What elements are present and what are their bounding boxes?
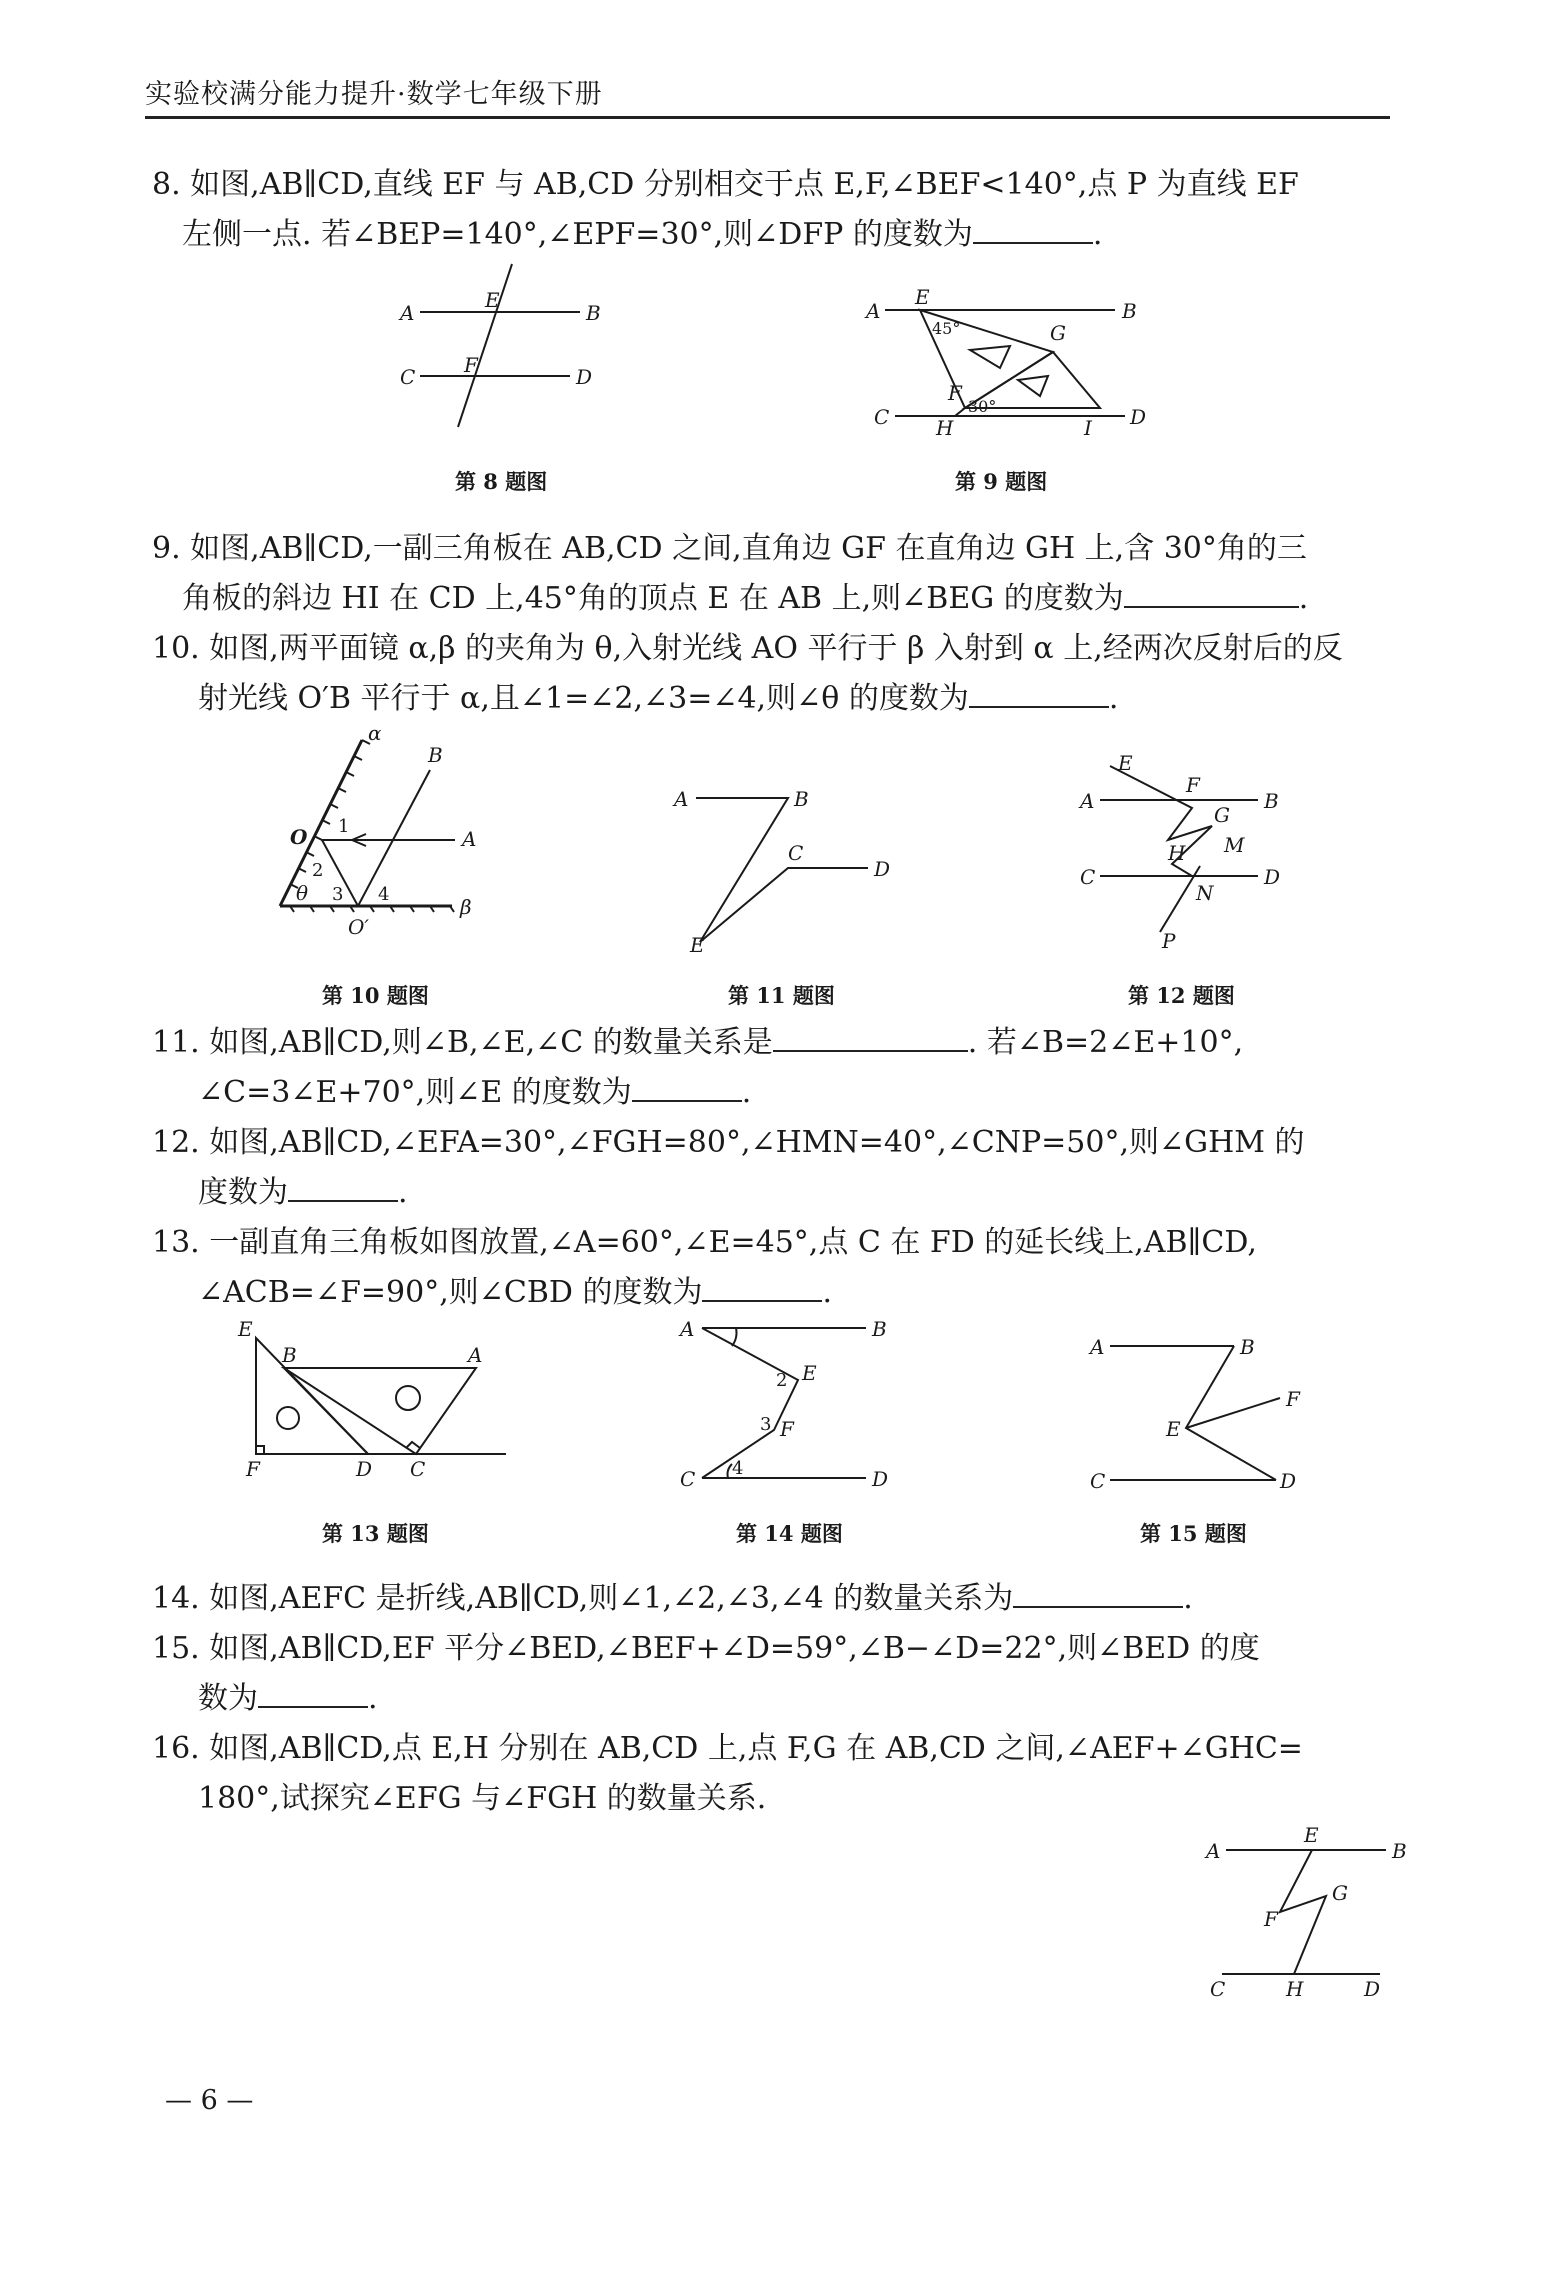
label-g: G: [1050, 321, 1066, 345]
label-h: H: [936, 416, 954, 440]
polyline-abecd: [696, 798, 868, 942]
label-c: C: [400, 365, 416, 389]
triangle-inner-1: [970, 346, 1010, 368]
label-a: A: [462, 827, 477, 851]
running-header: 实验校满分能力提升·数学七年级下册: [145, 79, 603, 110]
label-e: E: [1304, 1823, 1319, 1847]
figure-9: [860, 285, 1150, 448]
figure-14: [676, 1317, 916, 1491]
label-e: E: [238, 1317, 253, 1341]
arc-1: [732, 1328, 737, 1346]
question-9-line1: 9. 如图,AB∥CD,一副三角板在 AB,CD 之间,直角边 GF 在直角边 GH 上,含 30°角的三: [152, 531, 1307, 566]
label-n: N: [1196, 881, 1214, 905]
mirror-alpha-hatch: [290, 740, 370, 888]
page-number: — 6 —: [165, 2085, 254, 2116]
label-45: 45°: [932, 319, 961, 338]
figure-11: [668, 780, 898, 955]
answer-blank: [258, 1676, 368, 1708]
label-theta: θ: [296, 881, 309, 905]
figure-15: [1084, 1332, 1324, 1492]
label-b: B: [1264, 789, 1279, 813]
question-11-line2: ∠C=3∠E+70°,则∠E 的度数为: [198, 1075, 632, 1110]
label-angle-3: 3: [760, 1414, 772, 1435]
label-m: M: [1224, 833, 1245, 857]
figure-8: [400, 262, 620, 432]
label-angle-2: 2: [312, 860, 324, 881]
label-f: F: [1286, 1387, 1300, 1411]
label-b: B: [282, 1343, 297, 1367]
label-d: D: [356, 1457, 373, 1481]
caption-figure-13: 第 13 题图: [322, 1521, 429, 1546]
question-11-line1a: 11. 如图,AB∥CD,则∠B,∠E,∠C 的数量关系是: [152, 1025, 773, 1060]
answer-blank-2: [632, 1070, 742, 1102]
figure-13: [236, 1317, 516, 1481]
label-b: B: [428, 743, 443, 767]
label-b: B: [586, 301, 601, 325]
question-16-line1: 16. 如图,AB∥CD,点 E,H 分别在 AB,CD 上,点 F,G 在 AB,CD 之间,∠AEF+∠GHC=: [152, 1731, 1303, 1766]
label-e: E: [1118, 751, 1133, 775]
figure-16: [1200, 1823, 1410, 2006]
label-angle-3: 3: [332, 884, 344, 905]
label-a: A: [680, 1317, 695, 1341]
segment-fh: [955, 408, 965, 416]
mirror-alpha: [280, 740, 362, 906]
answer-blank: [288, 1170, 398, 1202]
label-alpha: α: [368, 721, 382, 745]
question-14: 14. 如图,AEFC 是折线,AB∥CD,则∠1,∠2,∠3,∠4 的数量关系为 .: [152, 1574, 1397, 1624]
question-11: 11. 如图,AB∥CD,则∠B,∠E,∠C 的数量关系是 . 若∠B=2∠E+10°, ∠C=3∠E+70°,则∠E 的度数为 .: [152, 1018, 1397, 1118]
answer-blank: [969, 676, 1109, 708]
label-30: 30°: [968, 397, 997, 416]
label-b: B: [1392, 1839, 1407, 1863]
question-12: 12. 如图,AB∥CD,∠EFA=30°,∠FGH=80°,∠HMN=40°,∠CNP=50°,则∠GHM 的 度数为 .: [152, 1125, 1305, 1210]
label-f: F: [464, 353, 478, 377]
label-d: D: [1364, 1977, 1381, 2001]
triangle-60: [284, 1368, 476, 1454]
label-a: A: [866, 299, 881, 323]
header-rule: [145, 116, 1390, 119]
answer-blank: [973, 212, 1093, 244]
caption-figure-11: 第 11 题图: [728, 983, 835, 1008]
label-h: H: [1168, 841, 1186, 865]
label-g: G: [1214, 803, 1230, 827]
question-13-line2: ∠ACB=∠F=90°,则∠CBD 的度数为: [198, 1275, 703, 1310]
label-c: C: [874, 405, 890, 429]
question-8: 8. 如图,AB∥CD,直线 EF 与 AB,CD 分别相交于点 E,F,∠BEF<140°,点 P 为直线 EF 左侧一点. 若∠BEP=140°,∠EPF=30°,则∠DFP 的度数为 .: [152, 167, 1299, 252]
caption-figure-8: 第 8 题图: [455, 469, 548, 494]
question-8-line1: 8. 如图,AB∥CD,直线 EF 与 AB,CD 分别相交于点 E,F,∠BEF<140°,点 P 为直线 EF: [152, 167, 1299, 202]
ray-ob: [358, 770, 430, 906]
label-e: E: [915, 285, 930, 309]
question-14-line1: 14. 如图,AEFC 是折线,AB∥CD,则∠1,∠2,∠3,∠4 的数量关系为: [152, 1581, 1014, 1616]
label-beta: β: [460, 895, 472, 919]
question-15-line2: 数为: [198, 1681, 258, 1716]
question-12-line1: 12. 如图,AB∥CD,∠EFA=30°,∠FGH=80°,∠HMN=40°,∠CNP=50°,则∠GHM 的: [152, 1125, 1305, 1160]
label-b: B: [794, 787, 809, 811]
answer-blank: [1124, 576, 1299, 608]
label-c: C: [1210, 1977, 1226, 2001]
label-d: D: [1130, 405, 1147, 429]
caption-figure-14: 第 14 题图: [736, 1521, 843, 1546]
polyline-efgh: [1280, 1850, 1326, 1974]
label-a: A: [674, 787, 689, 811]
figure-12: [1080, 752, 1310, 957]
right-angle-f: [256, 1446, 264, 1454]
label-f: F: [1264, 1907, 1278, 1931]
question-15: 15. 如图,AB∥CD,EF 平分∠BED,∠BEF+∠D=59°,∠B−∠D=22°,则∠BED 的度 数为 .: [152, 1631, 1260, 1716]
label-d: D: [1264, 865, 1281, 889]
label-f: F: [780, 1417, 794, 1441]
label-d: D: [576, 365, 593, 389]
question-10: 10. 如图,两平面镜 α,β 的夹角为 θ,入射光线 AO 平行于 β 入射到 α 上,经两次反射后的反 射光线 O′B 平行于 α,且∠1=∠2,∠3=∠4,则∠θ 的度数为 .: [152, 631, 1343, 716]
label-e: E: [690, 933, 705, 957]
label-a: A: [1080, 789, 1095, 813]
label-p: P: [1162, 929, 1176, 953]
question-16-line2: 180°,试探究∠EFG 与∠FGH 的数量关系.: [198, 1781, 767, 1816]
label-d: D: [874, 857, 891, 881]
label-i: I: [1084, 416, 1092, 440]
answer-blank-1: [773, 1020, 968, 1052]
label-b: B: [1122, 299, 1137, 323]
label-a: A: [400, 301, 415, 325]
question-13-line1: 13. 一副直角三角板如图放置,∠A=60°,∠E=45°,点 C 在 FD 的延长线上,AB∥CD,: [152, 1225, 1257, 1260]
label-f: F: [948, 381, 962, 405]
label-b: B: [872, 1317, 887, 1341]
question-9-line2: 角板的斜边 HI 在 CD 上,45°角的顶点 E 在 AB 上,则∠BEG 的度数为: [182, 581, 1124, 616]
question-10-line2: 射光线 O′B 平行于 α,且∠1=∠2,∠3=∠4,则∠θ 的度数为: [198, 681, 969, 716]
label-angle-1: 1: [338, 816, 350, 837]
label-e: E: [802, 1361, 817, 1385]
label-a: A: [468, 1343, 483, 1367]
label-angle-4: 4: [378, 884, 390, 905]
label-b: B: [1240, 1335, 1255, 1359]
question-8-line2: 左侧一点. 若∠BEP=140°,∠EPF=30°,则∠DFP 的度数为: [182, 217, 973, 252]
label-f: F: [1186, 773, 1200, 797]
right-angle-c: [406, 1442, 420, 1448]
triangle-inner-2: [1018, 376, 1048, 396]
label-f: F: [246, 1457, 260, 1481]
question-9: 9. 如图,AB∥CD,一副三角板在 AB,CD 之间,直角边 GF 在直角边 GH 上,含 30°角的三 角板的斜边 HI 在 CD 上,45°角的顶点 E 在 AB 上,则∠BEG 的度数为 .: [152, 531, 1309, 616]
caption-figure-9: 第 9 题图: [955, 469, 1048, 494]
label-o: O: [290, 825, 308, 849]
hole-2: [396, 1386, 420, 1410]
question-12-line2: 度数为: [198, 1175, 288, 1210]
label-d: D: [1280, 1469, 1297, 1493]
label-c: C: [1090, 1469, 1106, 1493]
label-e: E: [485, 288, 500, 312]
question-16: [152, 1724, 1397, 1824]
label-d: D: [872, 1467, 889, 1491]
question-10-line1: 10. 如图,两平面镜 α,β 的夹角为 θ,入射光线 AO 平行于 β 入射到 α 上,经两次反射后的反: [152, 631, 1343, 666]
question-13: 13. 一副直角三角板如图放置,∠A=60°,∠E=45°,点 C 在 FD 的延长线上,AB∥CD, ∠ACB=∠F=90°,则∠CBD 的度数为 .: [152, 1225, 1257, 1310]
hole-1: [277, 1407, 299, 1429]
label-a: A: [1206, 1839, 1221, 1863]
answer-blank: [1013, 1576, 1183, 1608]
label-c: C: [1080, 865, 1096, 889]
label-c: C: [680, 1467, 696, 1491]
caption-figure-10: 第 10 题图: [322, 983, 429, 1008]
label-h: H: [1286, 1977, 1304, 2001]
question-15-line1: 15. 如图,AB∥CD,EF 平分∠BED,∠BEF+∠D=59°,∠B−∠D=22°,则∠BED 的度: [152, 1631, 1260, 1666]
answer-blank: [702, 1270, 822, 1302]
figure-10: [270, 721, 520, 948]
label-angle-4: 4: [732, 1458, 744, 1479]
label-a: A: [1090, 1335, 1105, 1359]
polyline-aefc: [702, 1328, 798, 1478]
label-c: C: [788, 841, 804, 865]
question-11-line1b: . 若∠B=2∠E+10°,: [967, 1025, 1244, 1060]
label-g: G: [1332, 1881, 1348, 1905]
label-c: C: [410, 1457, 426, 1481]
caption-figure-12: 第 12 题图: [1128, 983, 1235, 1008]
label-angle-2: 2: [776, 1370, 788, 1391]
label-e: E: [1166, 1417, 1181, 1441]
caption-figure-15: 第 15 题图: [1140, 1521, 1247, 1546]
label-o-prime: O′: [348, 915, 369, 939]
